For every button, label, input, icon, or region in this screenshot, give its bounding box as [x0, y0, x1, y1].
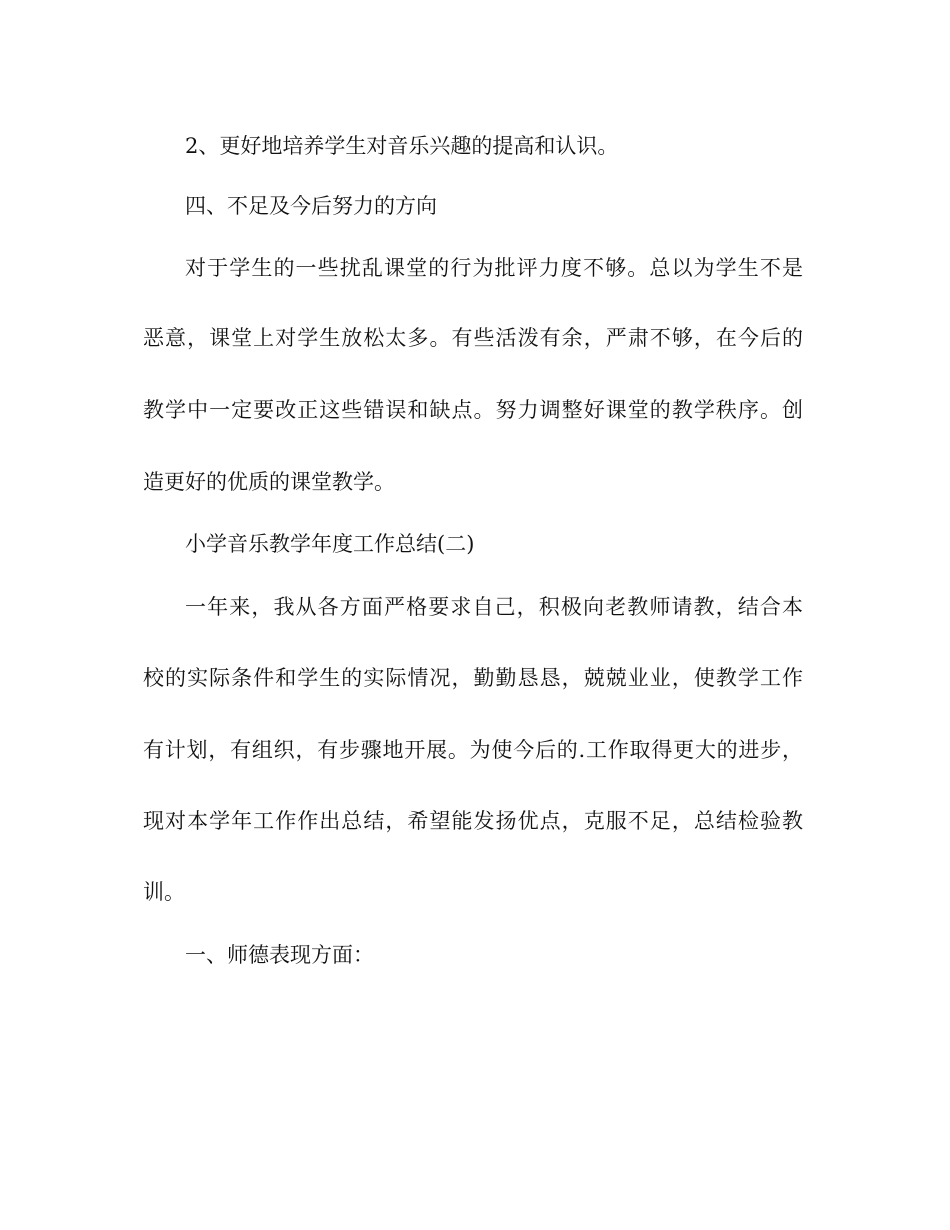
text-line-music-interest: 2、更好地培养学生对音乐兴趣的提高和认识。 — [185, 134, 619, 158]
paragraph-line: 训。 — [143, 880, 185, 904]
paragraph-line: 对于学生的一些扰乱课堂的行为批评力度不够。总以为学生不是 — [185, 256, 803, 280]
paragraph-line: 有计划，有组织，有步骤地开展。为使今后的.工作取得更大的进步， — [143, 738, 803, 762]
paragraph-line: 一年来，我从各方面严格要求自己，积极向老教师请教，结合本 — [185, 595, 803, 619]
paragraph-line: 恶意，课堂上对学生放松太多。有些活泼有余，严肃不够，在今后的 — [143, 326, 803, 350]
section-heading-ethics: 一、师德表现方面： — [185, 943, 374, 967]
paragraph-line: 造更好的优质的课堂教学。 — [143, 470, 395, 494]
paragraph-line: 教学中一定要改正这些错误和缺点。努力调整好课堂的教学秩序。创 — [143, 398, 803, 422]
section-heading-shortcomings: 四、不足及今后努力的方向 — [185, 194, 437, 218]
paragraph-line: 校的实际条件和学生的实际情况，勤勤恳恳，兢兢业业，使教学工作 — [143, 666, 803, 690]
paragraph-line: 现对本学年工作作出总结，希望能发扬优点，克服不足，总结检验教 — [143, 809, 803, 833]
document-subtitle: 小学音乐教学年度工作总结(二) — [185, 532, 475, 556]
